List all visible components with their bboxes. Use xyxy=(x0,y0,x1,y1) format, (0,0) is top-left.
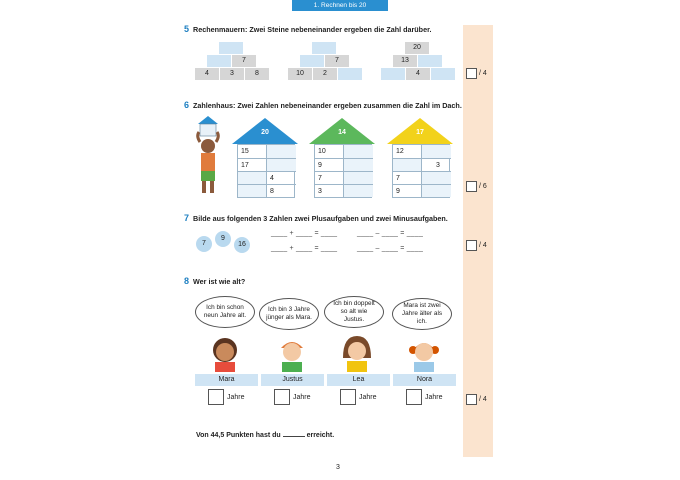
task-8-heading xyxy=(184,276,245,286)
task-5-heading xyxy=(184,24,431,34)
house-cell[interactable] xyxy=(422,184,451,197)
house-cell[interactable] xyxy=(422,145,451,158)
wall-brick: 4 xyxy=(406,68,430,80)
house-roof-number: 14 xyxy=(338,129,346,136)
age-answer-nora xyxy=(406,389,443,405)
age-answer-mara xyxy=(208,389,245,405)
total-points-suffix: erreicht. xyxy=(306,432,335,439)
wall-brick: 7 xyxy=(325,55,349,67)
child-lea-illustration xyxy=(337,330,377,372)
task-number: 5 xyxy=(184,24,190,34)
house-cell[interactable] xyxy=(344,158,373,171)
plus-equation-2[interactable]: ____ + ____ = ____ xyxy=(271,245,338,252)
task-7-heading xyxy=(184,213,448,223)
house-cell: 7 xyxy=(315,171,344,184)
number-circle: 16 xyxy=(234,237,250,253)
house-cell[interactable] xyxy=(344,171,373,184)
wall-brick[interactable] xyxy=(431,68,455,80)
wall-brick[interactable] xyxy=(219,42,243,54)
name-label-mara: Mara xyxy=(195,374,258,386)
house-cell[interactable] xyxy=(422,171,451,184)
child-holding-house-illustration xyxy=(186,114,230,196)
years-label: Jahre xyxy=(293,393,311,401)
years-label: Jahre xyxy=(359,393,377,401)
house-cell: 3 xyxy=(422,158,451,171)
score-label: / 4 xyxy=(479,396,487,403)
minus-equation-1[interactable]: ____ – ____ = ____ xyxy=(357,230,424,237)
speech-bubble: Ich bin 3 Jahre jünger als Mara. xyxy=(259,298,319,330)
score-box[interactable] xyxy=(466,240,477,251)
number-circle: 7 xyxy=(196,236,212,252)
task-instruction: Zahlenhaus: Zwei Zahlen nebeneinander ergeben zusammen die Zahl im Dach. xyxy=(193,100,462,110)
task-7-score xyxy=(466,240,487,251)
name-label-justus: Justus xyxy=(261,374,324,386)
wall-brick: 20 xyxy=(405,42,429,54)
score-label: / 4 xyxy=(479,242,487,249)
task-6-score xyxy=(466,181,487,192)
years-label: Jahre xyxy=(425,393,443,401)
wall-brick: 2 xyxy=(313,68,337,80)
task-number: 6 xyxy=(184,100,190,110)
task-number: 8 xyxy=(184,276,190,286)
house-cell[interactable] xyxy=(344,184,373,197)
wall-brick[interactable] xyxy=(418,55,442,67)
house-cell[interactable] xyxy=(238,184,267,197)
wall-brick: 3 xyxy=(220,68,244,80)
total-points-blank[interactable] xyxy=(283,436,305,437)
house-cell[interactable] xyxy=(393,158,422,171)
task-number: 7 xyxy=(184,213,190,223)
child-mara-illustration xyxy=(205,332,245,372)
age-input-box[interactable] xyxy=(340,389,356,405)
chapter-header: 1. Rechnen bis 20 xyxy=(292,0,388,11)
age-input-box[interactable] xyxy=(274,389,290,405)
task-instruction: Rechenmauern: Zwei Steine nebeneinander ergeben die Zahl darüber. xyxy=(193,24,432,34)
wall-brick[interactable] xyxy=(300,55,324,67)
wall-brick[interactable] xyxy=(338,68,362,80)
wall-brick: 7 xyxy=(232,55,256,67)
years-label: Jahre xyxy=(227,393,245,401)
wall-brick: 10 xyxy=(288,68,312,80)
total-points-text: Von 44,5 Punkten hast du xyxy=(196,432,281,439)
child-nora-illustration xyxy=(404,332,444,372)
page-number: 3 xyxy=(336,464,340,471)
speech-bubble: Mara ist zwei Jahre älter als ich. xyxy=(392,298,452,330)
house-roof-number: 20 xyxy=(261,129,269,136)
age-input-box[interactable] xyxy=(208,389,224,405)
house-cell: 17 xyxy=(238,158,267,171)
house-cell: 12 xyxy=(396,148,404,155)
plus-equation-1[interactable]: ____ + ____ = ____ xyxy=(271,230,338,237)
wall-brick: 4 xyxy=(195,68,219,80)
house-cell: 9 xyxy=(393,184,422,197)
task-6-heading xyxy=(184,100,462,110)
task-instruction: Wer ist wie alt? xyxy=(193,276,246,286)
name-label-lea: Lea xyxy=(327,374,390,386)
house-cell[interactable] xyxy=(267,158,296,171)
house-cell: 9 xyxy=(315,158,344,171)
task-5-score xyxy=(466,68,487,79)
score-box[interactable] xyxy=(466,394,477,405)
age-answer-justus xyxy=(274,389,311,405)
speech-bubble: Ich bin doppelt so alt wie Justus. xyxy=(324,296,384,328)
wall-brick[interactable] xyxy=(207,55,231,67)
task-8-score xyxy=(466,394,487,405)
number-circle: 9 xyxy=(215,231,231,247)
speech-bubble: Ich bin schon neun Jahre alt. xyxy=(195,296,255,328)
house-cell: 7 xyxy=(393,171,422,184)
house-cell[interactable] xyxy=(344,145,373,158)
wall-brick: 8 xyxy=(245,68,269,80)
house-cell: 8 xyxy=(267,184,296,197)
house-roof-number: 17 xyxy=(416,129,424,136)
child-justus-illustration xyxy=(272,332,312,372)
task-instruction: Bilde aus folgenden 3 Zahlen zwei Plusaufgaben und zwei Minusaufgaben. xyxy=(193,213,448,223)
age-answer-lea xyxy=(340,389,377,405)
name-label-nora: Nora xyxy=(393,374,456,386)
total-points-line xyxy=(196,432,334,439)
age-input-box[interactable] xyxy=(406,389,422,405)
house-cell: 10 xyxy=(318,148,326,155)
score-box[interactable] xyxy=(466,181,477,192)
wall-brick: 13 xyxy=(393,55,417,67)
house-cell[interactable] xyxy=(267,145,296,158)
house-cell: 4 xyxy=(267,171,296,184)
house-cell[interactable] xyxy=(238,171,267,184)
score-label: / 6 xyxy=(479,183,487,190)
house-cell: 15 xyxy=(241,148,249,155)
minus-equation-2[interactable]: ____ – ____ = ____ xyxy=(357,245,424,252)
score-box[interactable] xyxy=(466,68,477,79)
wall-brick[interactable] xyxy=(312,42,336,54)
wall-brick[interactable] xyxy=(381,68,405,80)
score-label: / 4 xyxy=(479,70,487,77)
house-cell: 3 xyxy=(315,184,344,197)
